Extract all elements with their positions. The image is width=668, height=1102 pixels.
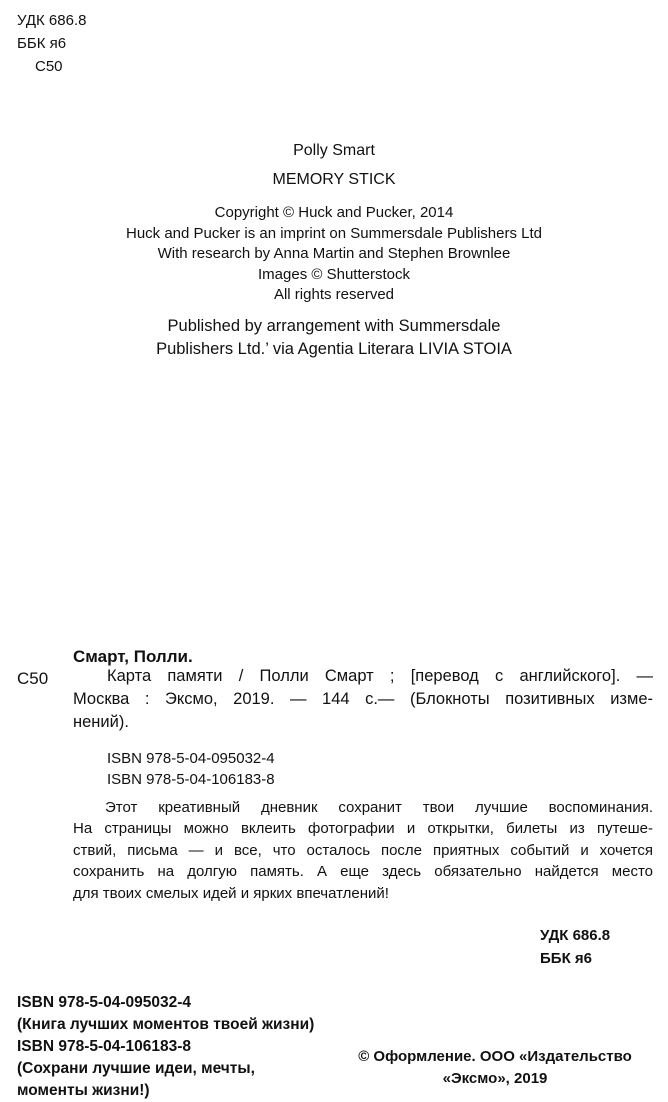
annotation-line: сохранить на долгую память. А еще здесь обязательно найдется место — [73, 863, 653, 881]
arrangement-line: Publishers Ltd.’ via Agentia Literara LIVIA STOIA — [156, 340, 512, 358]
catalog-isbn: ISBN 978-5-04-106183-8 — [107, 771, 275, 788]
original-title: MEMORY STICK — [272, 171, 396, 188]
publication-arrangement — [0, 315, 668, 361]
catalog-bbk: ББК я6 — [540, 950, 592, 967]
design-copyright-line: «Эксмо», 2019 — [442, 1070, 548, 1087]
catalog-classification — [540, 924, 650, 970]
udk-code: УДК 686.8 — [17, 12, 87, 29]
copyright-line: With research by Anna Martin and Stephen Brownlee — [157, 245, 511, 262]
annotation-line: На страницы можно вклеить фотографии и открытки, билеты из путеше- — [73, 820, 653, 838]
catalog-line: Карта памяти / Полли Смарт ; [перевод с английского]. — — [107, 667, 653, 685]
catalog-udk: УДК 686.8 — [540, 927, 611, 944]
catalog-description — [73, 665, 653, 734]
catalog-code: С50 — [17, 669, 49, 688]
bottom-isbn-line: ISBN 978-5-04-106183-8 — [17, 1038, 192, 1055]
bottom-isbn-line: ISBN 978-5-04-095032-4 — [17, 994, 192, 1011]
original-author: Polly Smart — [293, 142, 375, 159]
annotation — [73, 797, 653, 904]
copyright-line: Copyright © Huck and Pucker, 2014 — [214, 204, 454, 221]
copyright-line: Huck and Pucker is an imprint on Summersdale Publishers Ltd — [125, 224, 543, 242]
annotation-line: для твоих смелых идей и ярких впечатлений! — [73, 884, 389, 902]
bottom-isbn-line: (Книга лучших моментов твоей жизни) — [17, 1016, 315, 1033]
author-sign: С50 — [35, 58, 63, 75]
bottom-isbn-line: моменты жизни!) — [17, 1082, 150, 1099]
catalog-isbn: ISBN 978-5-04-095032-4 — [107, 750, 275, 767]
bottom-isbn-block — [17, 992, 314, 1102]
design-copyright — [340, 1046, 650, 1090]
catalog-isbn-list — [107, 748, 275, 790]
top-classification-codes — [17, 9, 86, 78]
copyright-block — [0, 203, 668, 306]
bbk-code: ББК я6 — [17, 35, 67, 52]
bottom-isbn-line: (Сохрани лучшие идеи, мечты, — [17, 1060, 255, 1077]
annotation-line: ствий, письма — и все, что осталось после приятных событий и хочется — [73, 841, 653, 859]
copyright-line: Images © Shutterstock — [258, 265, 410, 283]
arrangement-line: Published by arrangement with Summersdale — [167, 317, 501, 335]
catalog-line: Москва : Эксмо, 2019. — 144 с.— (Блокноты позитивных изме- — [73, 690, 653, 708]
copyright-line: All rights reserved — [273, 286, 395, 303]
annotation-line: Этот креативный дневник сохранит твои лучшие воспоминания. — [105, 799, 653, 816]
catalog-author: Смарт, Полли. — [73, 647, 193, 666]
catalog-line: нений). — [73, 713, 129, 731]
design-copyright-line: © Оформление. ООО «Издательство — [358, 1048, 632, 1065]
